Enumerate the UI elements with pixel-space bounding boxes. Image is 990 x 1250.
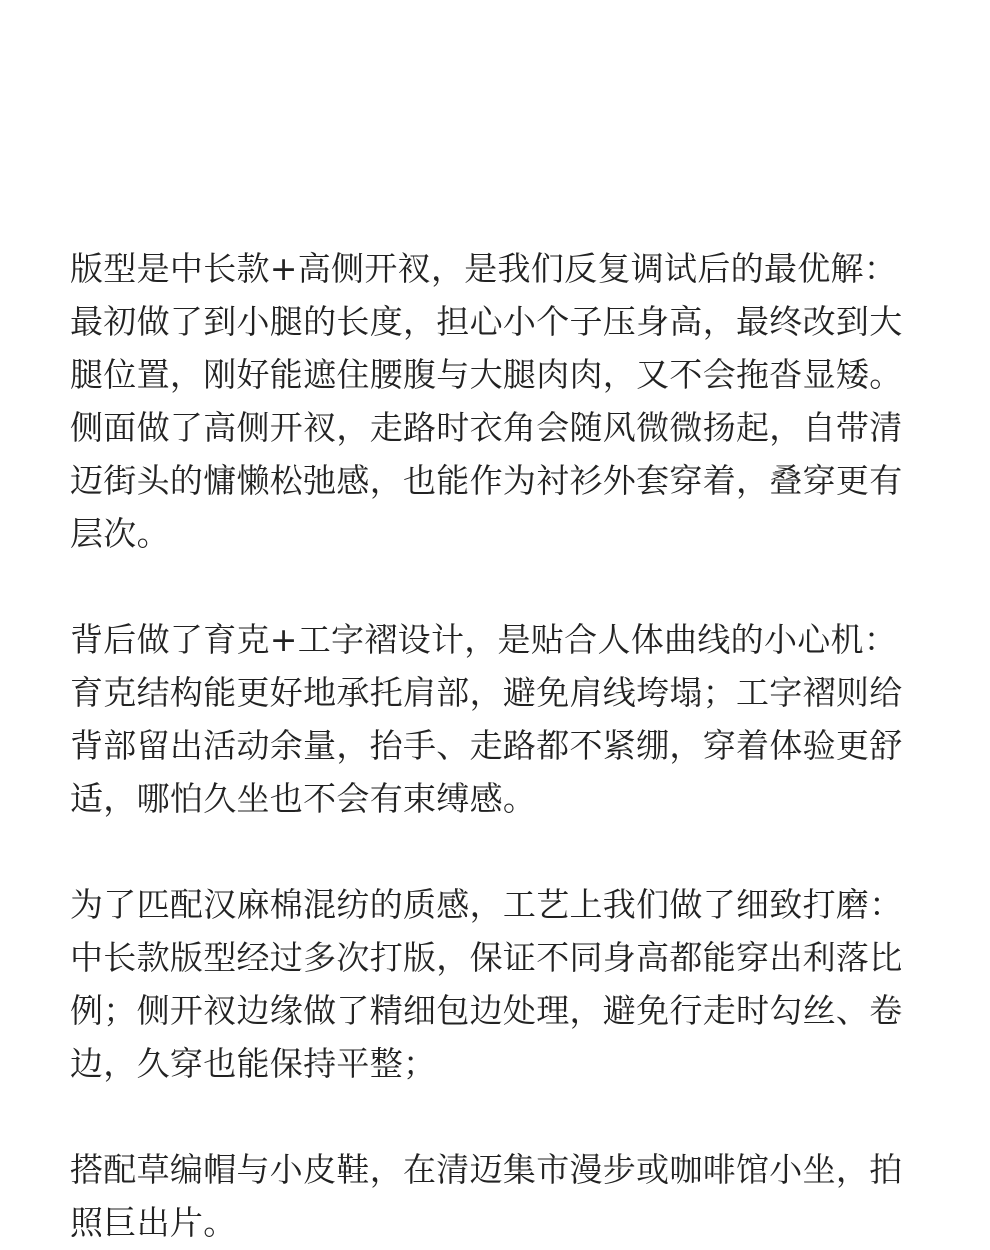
text-line: 育克结构能更好地承托肩部，避免肩线垮塌；工字褶则给	[70, 673, 903, 712]
paragraph-back-design	[70, 613, 920, 825]
text-line: 边，久穿也能保持平整；	[70, 1044, 437, 1083]
article-body	[70, 242, 920, 1249]
paragraph-craftsmanship	[70, 878, 920, 1090]
text-line: 例；侧开衩边缘做了精细包边处理，避免行走时勾丝、卷	[70, 991, 903, 1030]
text-line: 侧面做了高侧开衩，走路时衣角会随风微微扬起，自带清	[70, 408, 903, 447]
text-line: 版型是中长款+高侧开衩，是我们反复调试后的最优解：	[70, 249, 898, 288]
text-line: 背后做了育克+工字褶设计，是贴合人体曲线的小心机：	[70, 620, 898, 659]
text-line: 搭配草编帽与小皮鞋，在清迈集市漫步或咖啡馆小坐，拍	[70, 1150, 903, 1189]
text-line: 迈街头的慵懒松弛感，也能作为衬衫外套穿着，叠穿更有	[70, 461, 903, 500]
paragraph-styling	[70, 1143, 920, 1249]
text-line: 层次。	[70, 514, 170, 553]
text-line: 背部留出活动余量，抬手、走路都不紧绷，穿着体验更舒	[70, 726, 903, 765]
text-line: 照巨出片。	[70, 1203, 237, 1242]
paragraph-fit-design	[70, 242, 920, 560]
text-line: 为了匹配汉麻棉混纺的质感，工艺上我们做了细致打磨：	[70, 885, 903, 924]
text-line: 腿位置，刚好能遮住腰腹与大腿肉肉，又不会拖沓显矮。	[70, 355, 903, 394]
text-line: 中长款版型经过多次打版，保证不同身高都能穿出利落比	[70, 938, 903, 977]
text-line: 最初做了到小腿的长度，担心小个子压身高，最终改到大	[70, 302, 903, 341]
text-line: 适，哪怕久坐也不会有束缚感。	[70, 779, 537, 818]
